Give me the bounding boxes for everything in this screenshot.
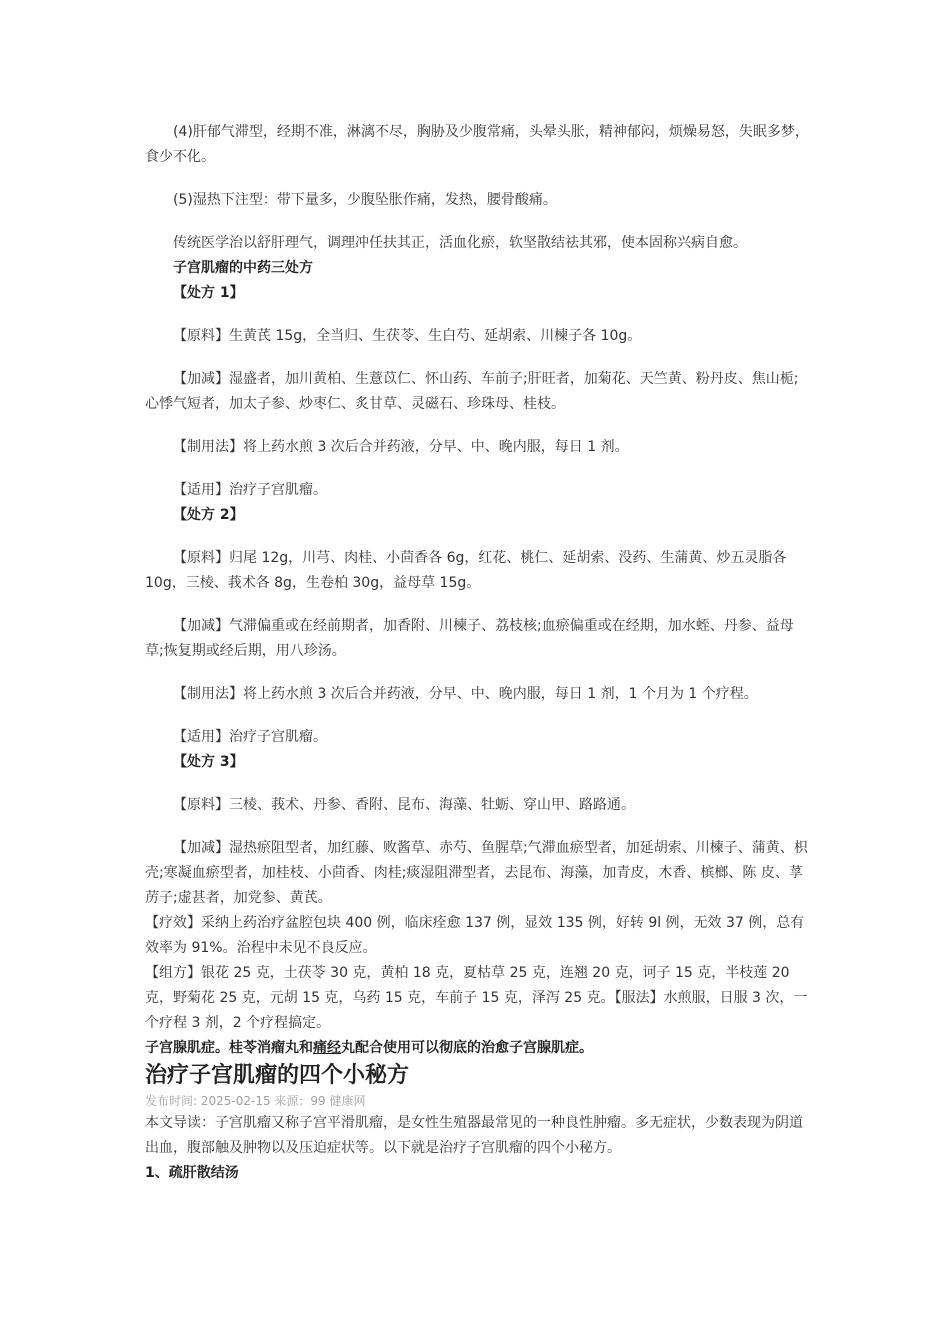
adenomyosis-text-after: 丸配合使用可以彻底的治愈子宫腺肌症。 (341, 1040, 593, 1056)
dysmenorrhea-link[interactable]: 痛经 (313, 1040, 341, 1056)
article-meta: 发布时间: 2025-02-15 来源：99 健康网 (145, 1094, 366, 1108)
prescription-3-ingredients: 【原料】三棱、莪术、丹参、香附、昆布、海藻、牡蛎、穿山甲、路路通。 (173, 797, 635, 813)
paragraph-liver-qi-type: (4)肝郁气滞型，经期不准，淋漓不尽，胸胁及少腹常痛，头晕头胀，精神郁闷，烦燥易怒，失眠多梦，食少不化。 (145, 124, 809, 165)
prescription-1-method: 【制用法】将上药水煎 3 次后合并药液，分早、中、晚内服，每日 1 剂。 (173, 439, 629, 455)
prescription-3-modifications: 【加减】湿热瘀阻型者，加红藤、败酱草、赤芍、鱼腥草;气滞血瘀型者，加延胡索、川楝子、蒲黄、枳壳;寒凝血瘀型者，加桂枝、小茴香、肉桂;痰湿阻滞型者，去昆布、海藻，加青皮，木香、槟榔、陈 皮、莩苈子;虚甚者，加党参、黄芪。 (145, 840, 808, 906)
prescription-3-formula: 【组方】银花 25 克，土茯苓 30 克，黄柏 18 克，夏枯草 25 克，连翘 20 克，诃子 15 克，半枝莲 20 克，野菊花 25 克，元胡 15 克，乌药 15 克，车前子 15 克，泽泻 25 克。【服法】水煎服，日服 3 次，一个疗程 3 剂，2 个疗程搞定。 (145, 965, 808, 1031)
prescription-1-use: 【适用】治疗子宫肌瘤。 (173, 482, 327, 498)
prescription-2-title: 【处方 2】 (173, 507, 244, 523)
article-section-1-heading: 1、疏肝散结汤 (145, 1165, 239, 1181)
prescription-1-title: 【处方 1】 (173, 285, 244, 301)
paragraph-damp-heat-type: (5)湿热下注型：带下量多，少腹坠胀作痛，发热，腰骨酸痛。 (173, 192, 557, 208)
article-title: 治疗子宫肌瘤的四个小秘方 (145, 1063, 410, 1088)
prescription-3-effect: 【疗效】采纳上药治疗盆腔包块 400 例，临床痊愈 137 例，显效 135 例，好转 9l 例，无效 37 例，总有效率为 91%。治程中未见不良反应。 (145, 915, 805, 956)
article-intro: 本文导读：子宫肌瘤又称子宫平滑肌瘤，是女性生殖器最常见的一种良性肿瘤。多无症状，少数表现为阴道出血，腹部触及肿物以及压迫症状等。以下就是治疗子宫肌瘤的四个小秘方。 (145, 1115, 803, 1156)
section-heading-three-prescriptions: 子宫肌瘤的中药三处方 (173, 260, 313, 276)
prescription-2-use: 【适用】治疗子宫肌瘤。 (173, 729, 327, 745)
prescription-2-ingredients: 【原料】归尾 12g，川芎、肉桂、小茴香各 6g，红花、桃仁、延胡索、没药、生蒲黄、炒五灵脂各 10g，三棱、莪术各 8g，生卷柏 30g，益母草 15g。 (145, 550, 787, 591)
adenomyosis-note (145, 1036, 810, 1061)
document-body (145, 120, 810, 1186)
adenomyosis-text-before: 子宫腺肌症。桂苓消瘤丸和 (145, 1040, 313, 1056)
prescription-3-title: 【处方 3】 (173, 754, 244, 770)
prescription-1-modifications: 【加减】湿盛者，加川黄柏、生薏苡仁、怀山药、车前子;肝旺者，加菊花、天竺黄、粉丹皮、焦山栀;心悸气短者，加太子参、炒枣仁、炙甘草、灵磁石、珍珠母、桂枝。 (145, 371, 799, 412)
prescription-2-method: 【制用法】将上药水煎 3 次后合并药液，分早、中、晚内服，每日 1 剂，1 个月为 1 个疗程。 (173, 686, 758, 702)
prescription-2-modifications: 【加减】气滞偏重或在经前期者，加香附、川楝子、荔枝核;血瘀偏重或在经期，加水蛭、丹参、益母草;恢复期或经后期，用八珍汤。 (145, 618, 794, 659)
paragraph-treatment-principle: 传统医学治以舒肝理气，调理冲任扶其正，活血化瘀，软坚散结祛其邪，使本固称兴病自愈。 (173, 235, 747, 251)
prescription-1-ingredients: 【原料】生黄芪 15g，全当归、生茯苓、生白芍、延胡索、川楝子各 10g。 (173, 328, 642, 344)
